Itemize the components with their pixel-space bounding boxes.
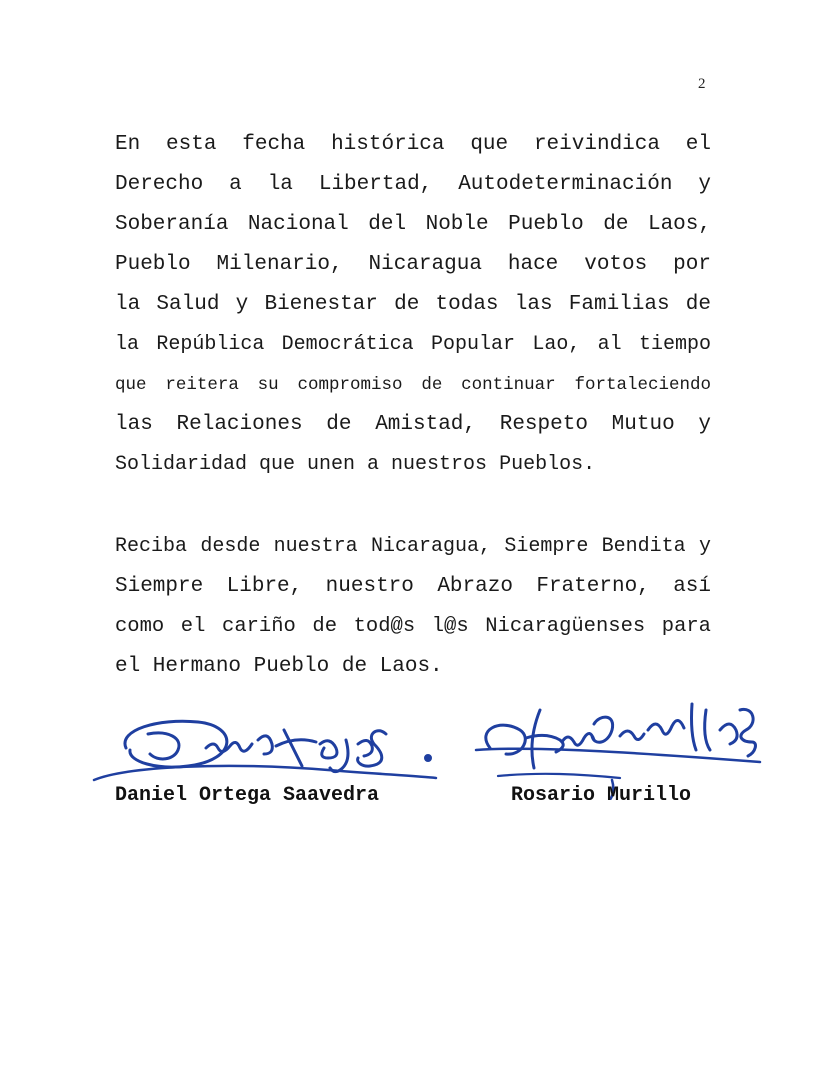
text-line: el Hermano Pueblo de Laos. [115, 655, 443, 678]
text-line: la Salud y Bienestar de todas las Familias de [115, 293, 711, 316]
signature-daniel-ortega [88, 700, 448, 790]
text-line: Soberanía Nacional del Noble Pueblo de Laos, [115, 213, 711, 236]
paragraph-greeting [115, 125, 711, 485]
text-line: Pueblo Milenario, Nicaragua hace votos por [115, 253, 711, 276]
text-line: Derecho a la Libertad, Autodeterminación y [115, 173, 711, 196]
text-line: En esta fecha histórica que reivindica el [115, 133, 711, 156]
signer-name-daniel-ortega: Daniel Ortega Saavedra [115, 784, 380, 807]
paragraph-closing [115, 527, 711, 687]
text-line: Solidaridad que unen a nuestros Pueblos. [115, 453, 596, 476]
text-line: que reitera su compromiso de continuar fortaleciendo [115, 375, 711, 395]
text-line: como el cariño de tod@s l@s Nicaragüenses para [115, 615, 711, 638]
text-line: la República Democrática Popular Lao, al tiempo [115, 333, 711, 356]
page-number: 2 [698, 76, 706, 92]
text-line: las Relaciones de Amistad, Respeto Mutuo y [115, 413, 711, 436]
text-line: Siempre Libre, nuestro Abrazo Fraterno, así [115, 575, 711, 598]
text-line: Reciba desde nuestra Nicaragua, Siempre Bendita y [115, 535, 711, 558]
signer-name-rosario-murillo: Rosario Murillo [511, 784, 692, 807]
